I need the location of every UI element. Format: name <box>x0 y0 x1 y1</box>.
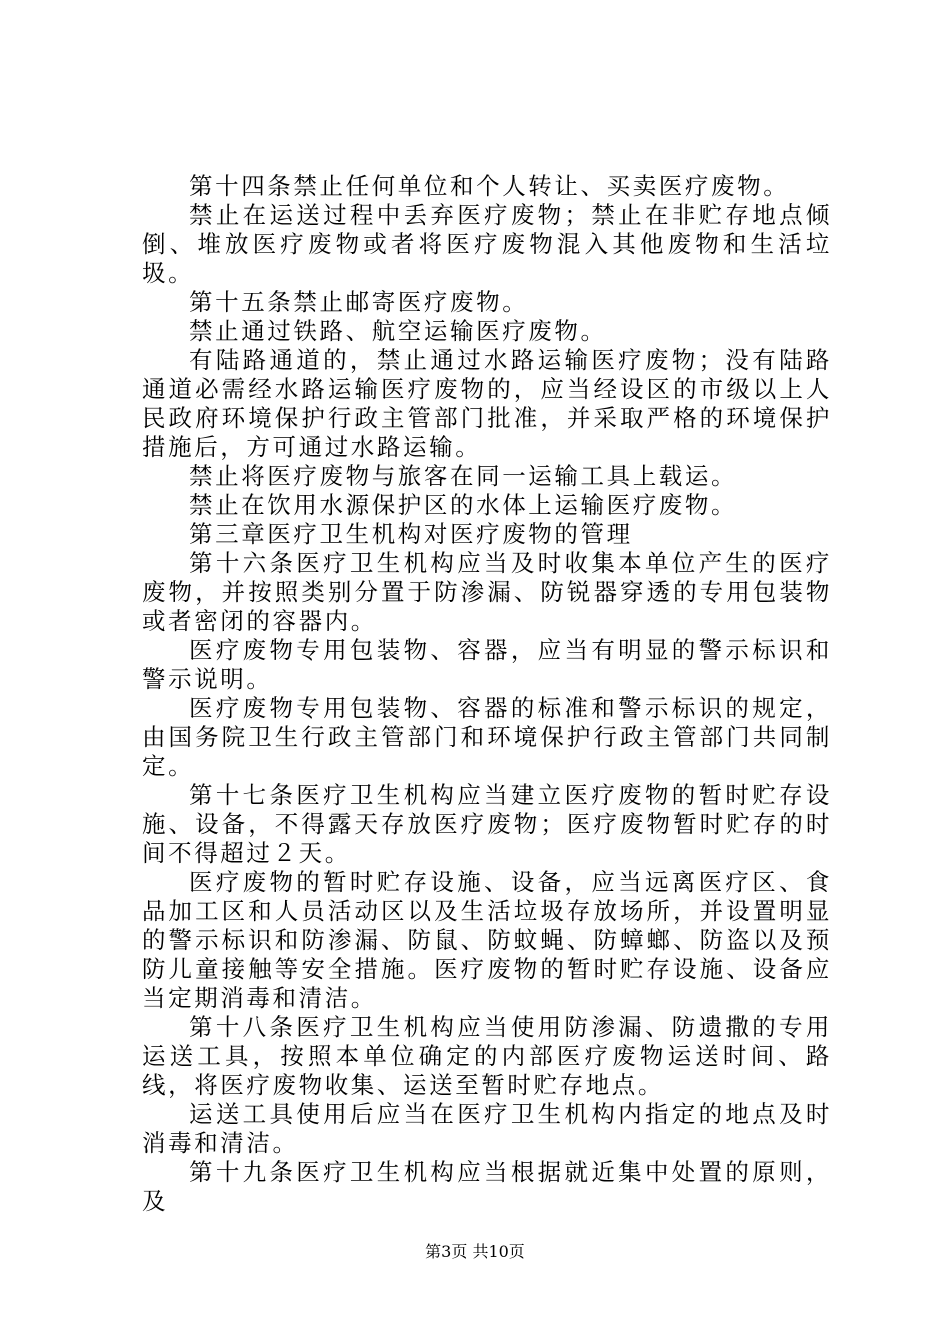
page-footer: 第3页 共10页 <box>425 1242 525 1261</box>
paragraph: 禁止将医疗废物与旅客在同一运输工具上载运。 <box>189 462 738 490</box>
paragraph: 运送工具使用后应当在医疗卫生机构内指定的地点及时消毒和清洁。 <box>142 1100 832 1157</box>
paragraph: 禁止通过铁路、航空运输医疗废物。 <box>189 317 607 345</box>
paragraph: 禁止在运送过程中丢弃医疗废物；禁止在非贮存地点倾倒、堆放医疗废物或者将医疗废物混入其他废物和生活垃圾。 <box>142 201 832 287</box>
paragraph: 第十六条医疗卫生机构应当及时收集本单位产生的医疗废物，并按照类别分置于防渗漏、防锐器穿透的专用包装物或者密闭的容器内。 <box>142 549 832 635</box>
paragraph: 医疗废物专用包装物、容器的标准和警示标识的规定，由国务院卫生行政主管部门和环境保护行政主管部门共同制定。 <box>142 694 832 780</box>
paragraph: 第十九条医疗卫生机构应当根据就近集中处置的原则，及 <box>142 1158 832 1215</box>
paragraph: 医疗废物专用包装物、容器，应当有明显的警示标识和警示说明。 <box>142 636 832 693</box>
paragraph: 第十八条医疗卫生机构应当使用防渗漏、防遗撒的专用运送工具，按照本单位确定的内部医疗废物运送时间、路线，将医疗废物收集、运送至暂时贮存地点。 <box>142 1013 832 1099</box>
document-body <box>142 172 832 1216</box>
paragraph: 第十五条禁止邮寄医疗废物。 <box>189 288 529 316</box>
paragraph: 第十四条禁止任何单位和个人转让、买卖医疗废物。 <box>189 172 790 200</box>
paragraph: 有陆路通道的，禁止通过水路运输医疗废物；没有陆路通道必需经水路运输医疗废物的，应当经设区的市级以上人民政府环境保护行政主管部门批准，并采取严格的环境保护措施后，方可通过水路运输。 <box>142 346 832 461</box>
paragraph: 医疗废物的暂时贮存设施、设备，应当远离医疗区、食品加工区和人员活动区以及生活垃圾存放场所，并设置明显的警示标识和防渗漏、防鼠、防蚊蝇、防蟑螂、防盗以及预防儿童接触等安全措施。医疗废物的暂时贮存设施、设备应当定期消毒和清洁。 <box>142 868 832 1012</box>
chapter-heading: 第三章医疗卫生机构对医疗废物的管理 <box>189 520 633 548</box>
paragraph: 第十七条医疗卫生机构应当建立医疗废物的暂时贮存设施、设备，不得露天存放医疗废物；医疗废物暂时贮存的时间不得超过２天。 <box>142 781 832 867</box>
paragraph: 禁止在饮用水源保护区的水体上运输医疗废物。 <box>189 491 738 519</box>
